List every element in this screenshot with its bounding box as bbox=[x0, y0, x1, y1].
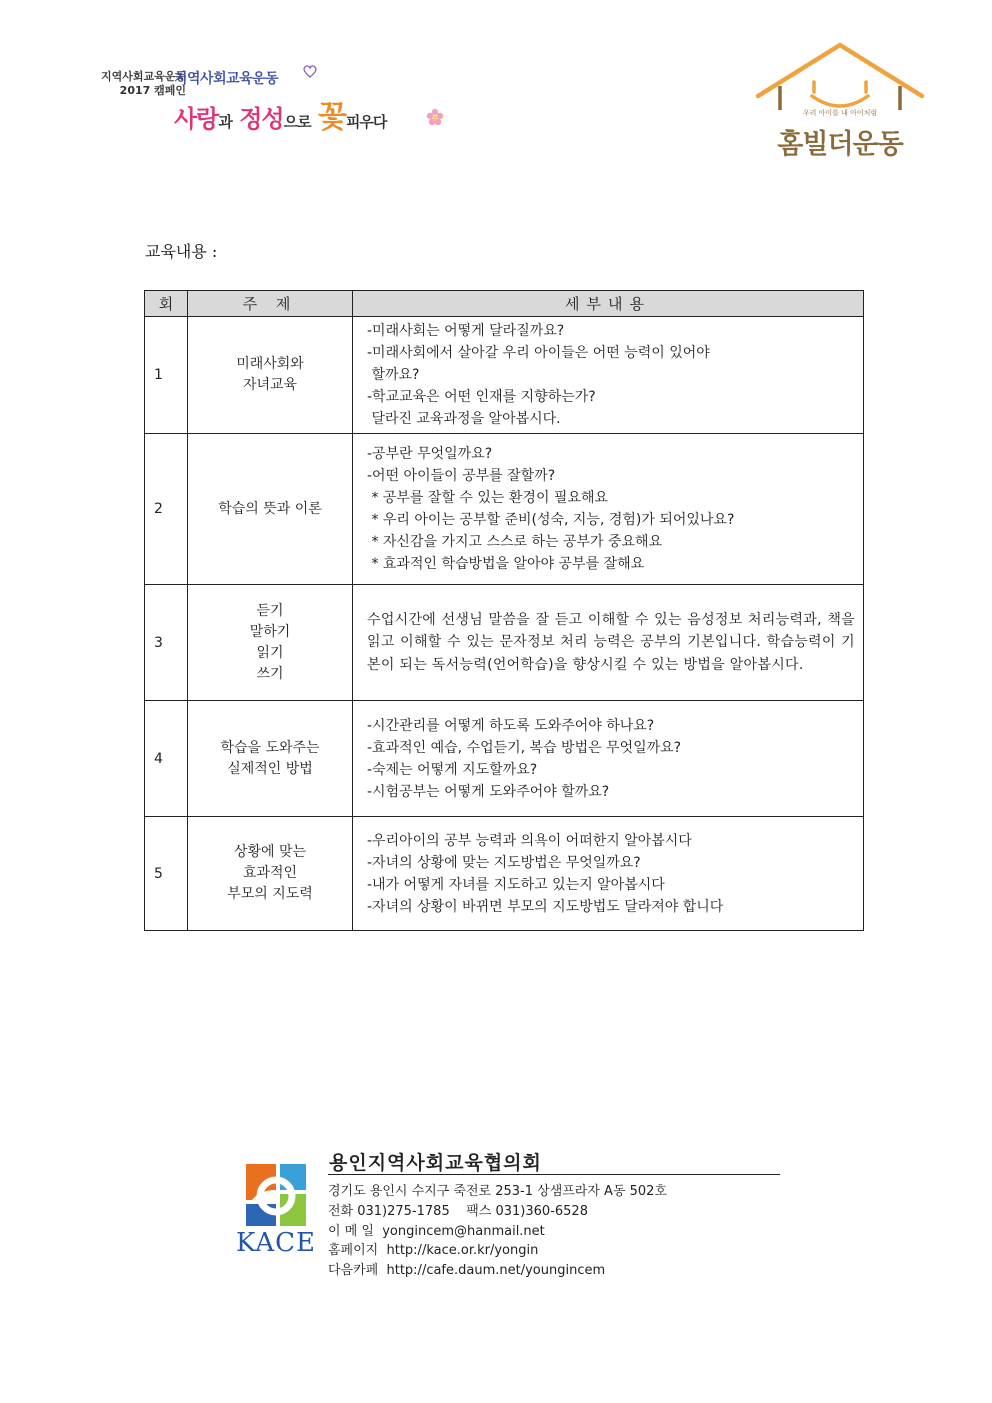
flower-icon bbox=[426, 108, 444, 126]
session-details: -우리아이의 공부 능력과 의욕이 어떠한지 알아봅시다 -자녀의 상황에 맞는 지도방법은 무엇일까요? -내가 어떻게 자녀를 지도하고 있는지 알아봅시다 -자녀의 상황이 바뀌면 부모의 지도방법도 달라져야 합니다 bbox=[353, 817, 864, 931]
house-smile-icon bbox=[752, 40, 928, 110]
home-builder-tagline: 우리 아이를 내 아이처럼 bbox=[802, 109, 878, 117]
session-paragraph: 수업시간에 선생님 말씀을 잘 듣고 이해할 수 있는 음성정보 처리능력과, 책을 읽고 이해할 수 있는 문자정보 처리 능력은 공부의 기본입니다. 학습능력이 기본이 되는 독서능력(언어학습)을 향상시킬 수 있는 방법을 알아봅시다. bbox=[367, 611, 855, 673]
curriculum-table bbox=[144, 290, 864, 931]
session-topic: 학습의 뜻과 이론 bbox=[188, 434, 353, 585]
session-details bbox=[353, 585, 864, 701]
campaign-org-line2: 2017 캠페인 bbox=[119, 84, 186, 97]
divider bbox=[328, 1174, 780, 1175]
heart-icon bbox=[302, 64, 318, 78]
table-row bbox=[145, 585, 864, 701]
table-row bbox=[145, 317, 864, 434]
table-row bbox=[145, 701, 864, 817]
org-homepage: 홈페이지 http://kace.or.kr/yongin bbox=[328, 1243, 539, 1258]
campaign-org-line1: 지역사회교육운동 bbox=[100, 70, 186, 83]
footer bbox=[234, 1148, 794, 1278]
campaign-logo bbox=[70, 48, 460, 148]
campaign-org bbox=[78, 70, 186, 98]
header-topic: 주 제 bbox=[188, 291, 353, 317]
session-topic: 미래사회와 자녀교육 bbox=[188, 317, 353, 434]
home-builder-name: 홈빌더운동 bbox=[777, 129, 903, 160]
org-email: 이 메 일 yongincem@hanmail.net bbox=[328, 1224, 545, 1239]
session-number: 5 bbox=[145, 817, 188, 931]
table-row bbox=[145, 434, 864, 585]
section-label: 교육내용 : bbox=[145, 242, 218, 261]
org-address: 경기도 용인시 수지구 죽전로 253-1 상샘프라자 A동 502호 bbox=[328, 1184, 668, 1199]
home-builder-logo bbox=[752, 40, 928, 180]
session-details: -미래사회는 어떻게 달라질까요? -미래사회에서 살아갈 우리 아이들은 어떤 능력이 있어야 할까요? -학교교육은 어떤 인재를 지향하는가? 달라진 교육과정을 알아봅시다. bbox=[353, 317, 864, 434]
kace-emblem-icon bbox=[240, 1160, 312, 1228]
header-session: 회 bbox=[145, 291, 188, 317]
org-name: 용인지역사회교육협의회 bbox=[329, 1152, 542, 1174]
session-topic: 학습을 도와주는 실제적인 방법 bbox=[188, 701, 353, 817]
org-phone: 전화 031)275-1785 팩스 031)360-6528 bbox=[328, 1204, 588, 1219]
table-header-row bbox=[145, 291, 864, 317]
session-number: 4 bbox=[145, 701, 188, 817]
session-topic: 상황에 맞는 효과적인 부모의 지도력 bbox=[188, 817, 353, 931]
session-number: 2 bbox=[145, 434, 188, 585]
header-details: 세부내용 bbox=[353, 291, 864, 317]
session-number: 1 bbox=[145, 317, 188, 434]
org-cafe: 다음카페 http://cafe.daum.net/youngincem bbox=[328, 1263, 606, 1278]
campaign-movement: 지역사회교육운동 bbox=[174, 71, 279, 87]
session-number: 3 bbox=[145, 585, 188, 701]
session-details: -시간관리를 어떻게 하도록 도와주어야 하나요? -효과적인 예습, 수업듣기, 복습 방법은 무엇일까요? -숙제는 어떻게 지도할까요? -시험공부는 어떻게 도와주어야 할까요? bbox=[353, 701, 864, 817]
session-details: -공부란 무엇일까요? -어떤 아이들이 공부를 잘할까? * 공부를 잘할 수 있는 환경이 필요해요 * 우리 아이는 공부할 준비(성숙, 지능, 경험)가 되어있나요? * 자신감을 가지고 스스로 하는 공부가 중요해요 * 효과적인 학습방법을 알아야 공부를 잘해요 bbox=[353, 434, 864, 585]
table-row bbox=[145, 817, 864, 931]
kace-logo bbox=[234, 1156, 318, 1256]
campaign-slogan: 사랑과 정성으로 꽃피우다 bbox=[174, 100, 387, 135]
kace-wordmark: KACE bbox=[235, 1228, 317, 1258]
session-topic: 듣기 말하기 읽기 쓰기 bbox=[188, 585, 353, 701]
